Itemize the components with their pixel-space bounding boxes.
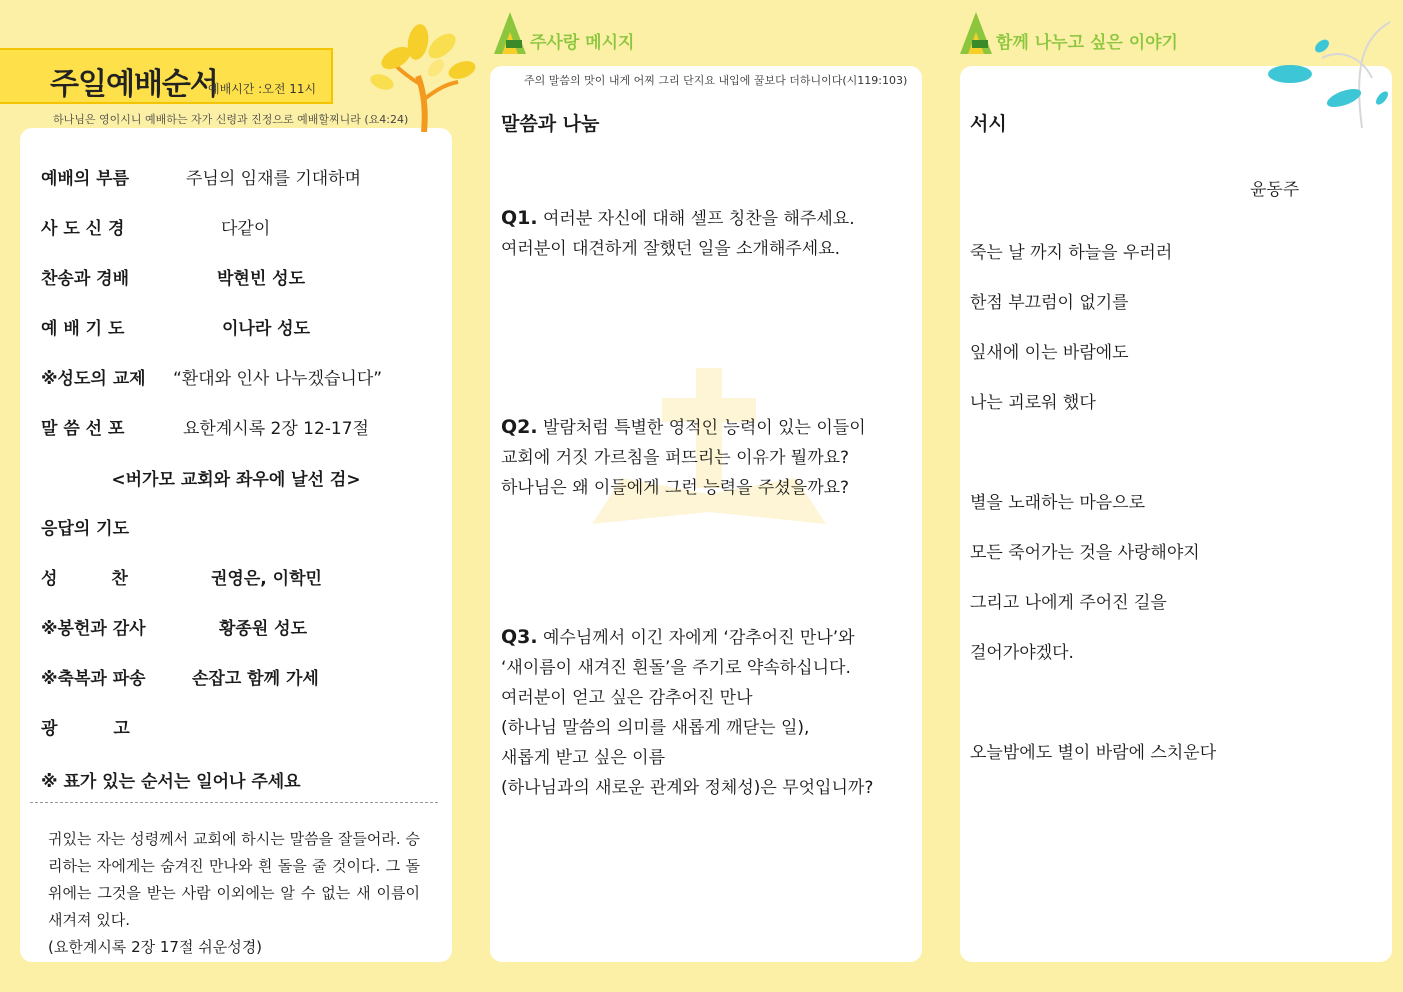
question-label: Q1. [501, 207, 538, 229]
order-desc: 박현빈 성도 [217, 269, 306, 289]
scripture-text [48, 826, 420, 961]
order-call-to-worship [41, 164, 362, 189]
order-name: ※성도의 교제 [41, 369, 146, 389]
question-2 [501, 412, 866, 503]
question-line: 교회에 거짓 가르침을 퍼뜨리는 이유가 뭘까요? [501, 448, 850, 468]
divider [30, 802, 438, 803]
question-label: Q3. [501, 626, 538, 648]
order-praise [41, 264, 306, 289]
right-panel [960, 66, 1392, 962]
title-verse: 하나님은 영이시니 예배하는 자가 신령과 진정으로 예배할찌니라 (요4:24) [53, 113, 409, 126]
middle-verse: 주의 말씀의 맛이 내게 어찌 그리 단지요 내입에 꿀보다 더하니이다(시119:103) [524, 74, 908, 87]
question-line: ‘새이름이 새겨진 흰돌’을 주기로 약속하십니다. [501, 658, 851, 678]
order-prayer [41, 314, 311, 339]
question-line: 여러분이 대견하게 잘했던 일을 소개해주세요. [501, 239, 841, 259]
order-name: 응답의 기도 [41, 519, 130, 539]
question-line: (하나님과의 새로운 관계와 정체성)은 무엇입니까? [501, 778, 874, 798]
question-line: 예수님께서 이긴 자에게 ‘감추어진 만나’와 [543, 628, 855, 648]
poem-line: 한점 부끄럼이 없기를 [970, 293, 1129, 313]
order-name: 광 고 [41, 719, 130, 739]
poem-line: 나는 괴로워 했다 [970, 393, 1096, 413]
question-label: Q2. [501, 416, 538, 438]
order-name: 사 도 신 경 [41, 219, 125, 239]
order-announcements [41, 714, 130, 739]
middle-header [492, 10, 692, 53]
question-line: 여러분 자신에 대해 셀프 칭찬을 해주세요. [543, 209, 855, 229]
arrow-logo-icon [492, 10, 528, 54]
tree-icon [366, 20, 478, 132]
question-line: 발람처럼 특별한 영적인 능력이 있는 이들이 [543, 418, 866, 438]
service-time: 예배시간 :오전 11시 [208, 82, 317, 96]
order-fellowship [41, 364, 383, 389]
question-line: 여러분이 얻고 싶은 감추어진 만나 [501, 688, 753, 708]
page-title: 주일예배순서 [50, 67, 218, 102]
floral-ornament-icon [1262, 18, 1396, 130]
order-desc: 요한계시록 2장 12-17절 [183, 419, 369, 439]
order-name: 찬송과 경배 [41, 269, 130, 289]
sharing-title: 말씀과 나눔 [501, 113, 600, 135]
poem-line: 죽는 날 까지 하늘을 우러러 [970, 243, 1173, 263]
order-desc: 이나라 성도 [222, 319, 311, 339]
question-1 [501, 203, 855, 264]
order-desc: 권영은, 이학민 [211, 569, 322, 589]
order-response-prayer [41, 514, 129, 539]
arrow-logo-icon [958, 10, 994, 54]
order-desc: “환대와 인사 나누겠습니다” [173, 369, 383, 389]
order-name: 예 배 기 도 [41, 319, 125, 339]
order-benediction [41, 664, 319, 689]
poem-line: 걸어가야겠다. [970, 643, 1074, 663]
question-line: 새롭게 받고 싶은 이름 [501, 748, 666, 768]
standing-notice: ※ 표가 있는 순서는 일어나 주세요 [41, 772, 301, 792]
order-communion [41, 564, 322, 589]
section-title: 주사랑 메시지 [530, 33, 635, 53]
order-offering [41, 614, 308, 639]
order-desc: 손잡고 함께 가세 [192, 669, 319, 689]
poem-line: 잎새에 이는 바람에도 [970, 343, 1129, 363]
scripture-body: 귀있는 자는 성령께서 교회에 하시는 말씀을 잘들어라. 승리하는 자에게는 숨겨진 만나와 흰 돌을 줄 것이다. 그 돌 위에는 그것을 받는 사람 이외에는 알 수 없는 새 이름이 새겨져 있다. [48, 830, 420, 929]
poem-line: 모든 죽어가는 것을 사랑해야지 [970, 543, 1200, 563]
poem-line: 그리고 나에게 주어진 길을 [970, 593, 1167, 613]
poem-line: 별을 노래하는 마음으로 [970, 493, 1146, 513]
section-title: 함께 나누고 싶은 이야기 [996, 33, 1178, 53]
order-name: 말 씀 선 포 [41, 419, 125, 439]
question-line: 하나님은 왜 이들에게 그런 능력을 주셨을까요? [501, 478, 850, 498]
order-desc: 황종원 성도 [219, 619, 308, 639]
order-name: ※봉헌과 감사 [41, 619, 146, 639]
question-3 [501, 622, 873, 803]
order-name: 예배의 부름 [41, 169, 130, 189]
question-line: (하나님 말씀의 의미를 새롭게 깨닫는 일), [501, 718, 810, 738]
poem-author: 윤동주 [1250, 180, 1300, 200]
scripture-ref: (요한계시록 2장 17절 쉬운성경) [48, 938, 263, 956]
sermon-title: <버가모 교회와 좌우에 날선 검> [111, 470, 361, 490]
poem-title: 서시 [970, 113, 1007, 135]
order-name: ※축복과 파송 [41, 669, 146, 689]
poem-line: 오늘밤에도 별이 바람에 스치운다 [970, 743, 1217, 763]
order-sermon [41, 414, 369, 439]
order-name: 성 찬 [41, 569, 128, 589]
right-header [958, 10, 1218, 53]
order-desc: 다같이 [221, 219, 271, 239]
order-desc: 주님의 임재를 기대하며 [186, 169, 362, 189]
order-apostles-creed [41, 214, 271, 239]
